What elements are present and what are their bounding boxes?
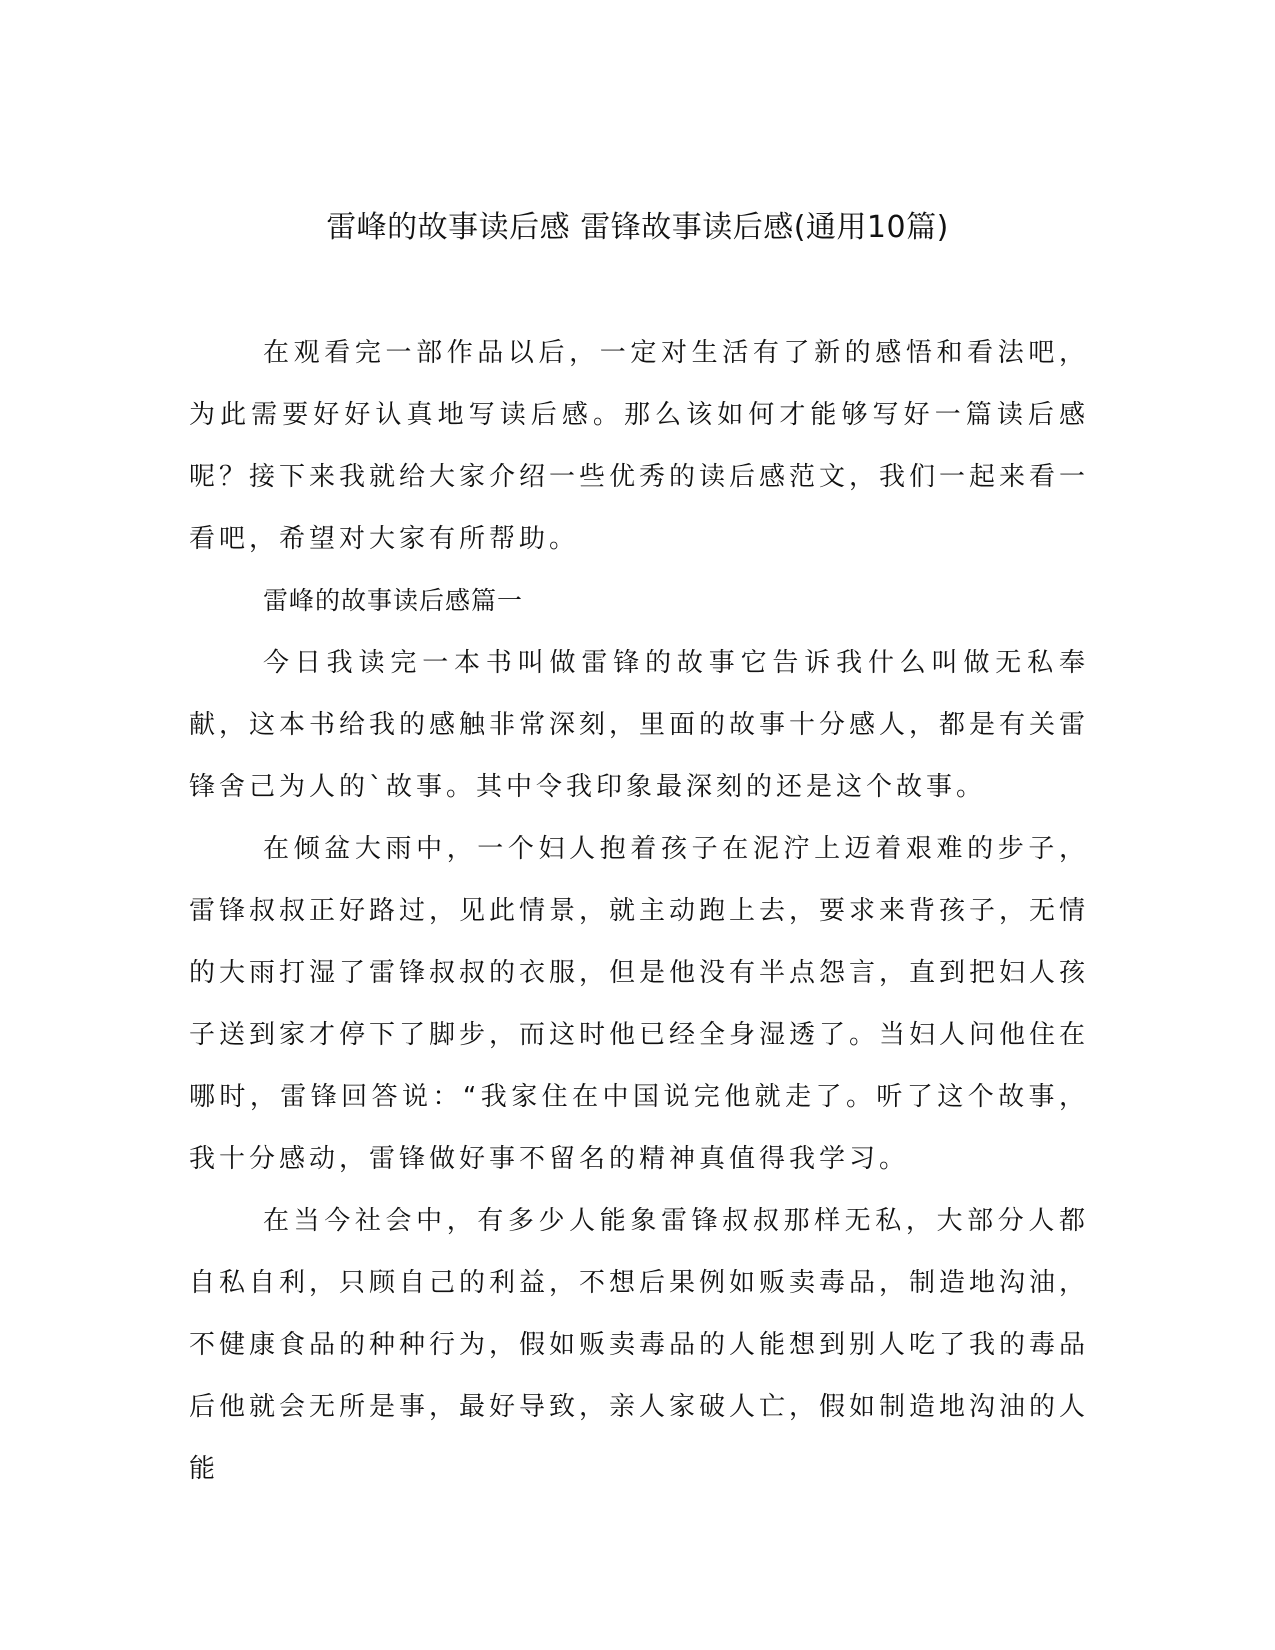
- intro-paragraph: 在观看完一部作品以后，一定对生活有了新的感悟和看法吧，为此需要好好认真地写读后感。那么该如何才能够写好一篇读后感呢？接下来我就给大家介绍一些优秀的读后感范文，我们一起来看一看吧，希望对大家有所帮助。: [189, 338, 1090, 554]
- body-paragraph-3: 在当今社会中，有多少人能象雷锋叔叔那样无私，大部分人都自私自利，只顾自己的利益，不想后果例如贩卖毒品，制造地沟油，不健康食品的种种行为，假如贩卖毒品的人能想到别人吃了我的毒品后他就会无所是事，最好导致，亲人家破人亡，假如制造地沟油的人能: [189, 1206, 1090, 1484]
- section-heading: 雷峰的故事读后感篇一: [263, 586, 524, 615]
- body-paragraph-1: 今日我读完一本书叫做雷锋的故事它告诉我什么叫做无私奉献，这本书给我的感触非常深刻，里面的故事十分感人，都是有关雷锋舍己为人的`故事。其中令我印象最深刻的还是这个故事。: [189, 648, 1090, 802]
- document-body: [189, 322, 1089, 1500]
- body-paragraph-2: 在倾盆大雨中，一个妇人抱着孩子在泥泞上迈着艰难的步子，雷锋叔叔正好路过，见此情景，就主动跑上去，要求来背孩子，无情的大雨打湿了雷锋叔叔的衣服，但是他没有半点怨言，直到把妇人孩子送到家才停下了脚步，而这时他已经全身湿透了。当妇人问他住在哪时，雷锋回答说：“我家住在中国说完他就走了。听了这个故事，我十分感动，雷锋做好事不留名的精神真值得我学习。: [189, 834, 1090, 1174]
- document-title: 雷峰的故事读后感 雷锋故事读后感(通用10篇): [326, 210, 949, 245]
